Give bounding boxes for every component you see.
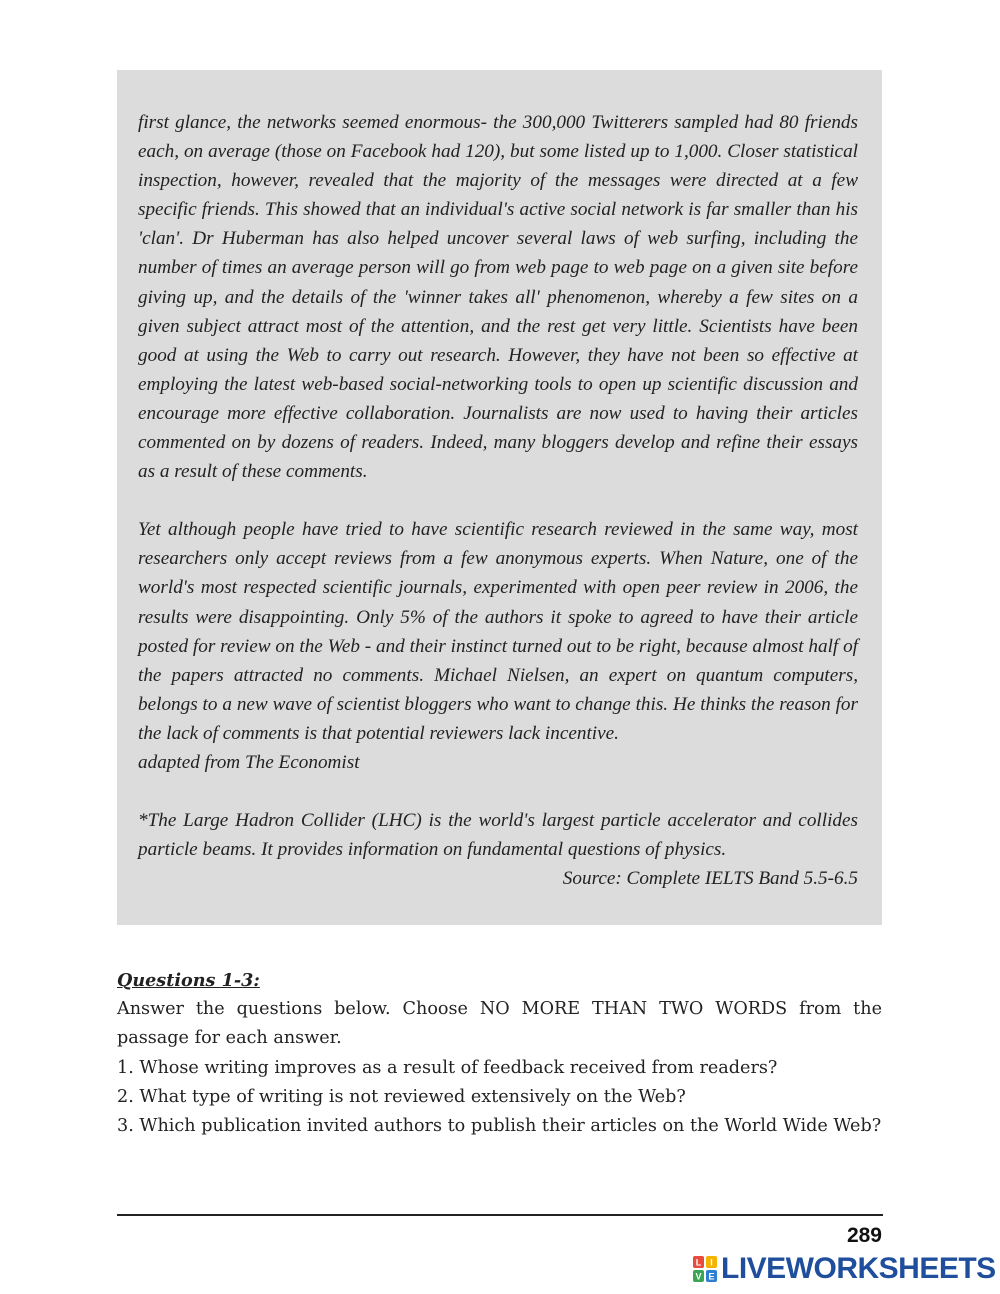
svg-text:I: I [710, 1257, 713, 1268]
passage-source: Source: Complete IELTS Band 5.5-6.5 [562, 868, 858, 890]
svg-text:L: L [695, 1257, 702, 1268]
svg-text:E: E [708, 1271, 715, 1282]
liveworksheets-wordmark: LIVEWORKSHEETS [721, 1252, 996, 1285]
liveworksheets-logo-icon [692, 1255, 718, 1283]
page-number: 289 [846, 1224, 882, 1247]
question-2: 2. What type of writing is not reviewed extensively on the Web? [117, 1086, 686, 1107]
svg-text:V: V [695, 1271, 702, 1282]
passage-footnote: *The Large Hadron Collider (LHC) is the world's largest particle accelerator and collides particle beams. It provides information on fundamental questions of physics. [138, 810, 858, 861]
reading-passage [117, 70, 882, 925]
footer-divider [117, 1214, 883, 1216]
passage-paragraph-2: Yet although people have tried to have scientific research reviewed in the same way, most researchers only accept reviews from a few anonymous experts. When Nature, one of the world's most respected scientific journals, experimented with open peer review in 2006, the results were disappointing. Only 5% of the authors it spoke to agreed to have their article posted for review on the Web - and their instinct turned out to be right, because almost half of the papers attracted no comments. Michael Nielsen, an expert on quantum computers, belongs to a new wave of scientist bloggers who want to change this. He thinks the reason for the lack of comments is that potential reviewers lack incentive. [138, 519, 858, 744]
question-1: 1. Whose writing improves as a result of feedback received from readers? [117, 1057, 778, 1078]
passage-attribution: adapted from The Economist [138, 751, 360, 773]
paragraph-spacer [138, 777, 858, 806]
passage-paragraph-1: first glance, the networks seemed enormous- the 300,000 Twitterers sampled had 80 friends each, on average (those on Facebook had 120), but some listed up to 1,000. Closer statistical inspection, however, revealed that the majority of the messages were directed at a few specific friends. This showed that an individual's active social network is far smaller than his 'clan'. Dr Huberman has also helped uncover several laws of web surfing, including the number of times an average person will go from web page to web page on a given site before giving up, and the details of the 'winner takes all' phenomenon, whereby a few sites on a given subject attract most of the attention, and the rest get very little. Scientists have been good at using the Web to carry out research. However, they have not been so effective at employing the latest web-based social-networking tools to open up scientific discussion and encourage more effective collaboration. Journalists are now used to having their articles commented on by dozens of readers. Indeed, many bloggers develop and refine their essays as a result of these comments. [138, 112, 858, 483]
questions-section [117, 966, 882, 1141]
question-3: 3. Which publication invited authors to publish their articles on the World Wide Web? [117, 1116, 882, 1137]
liveworksheets-brand[interactable] [692, 1252, 996, 1286]
questions-instructions: Answer the questions below. Choose NO MORE THAN TWO WORDS from the passage for each answer. [117, 999, 882, 1049]
paragraph-spacer [138, 486, 858, 515]
questions-heading: Questions 1-3: [117, 970, 260, 991]
